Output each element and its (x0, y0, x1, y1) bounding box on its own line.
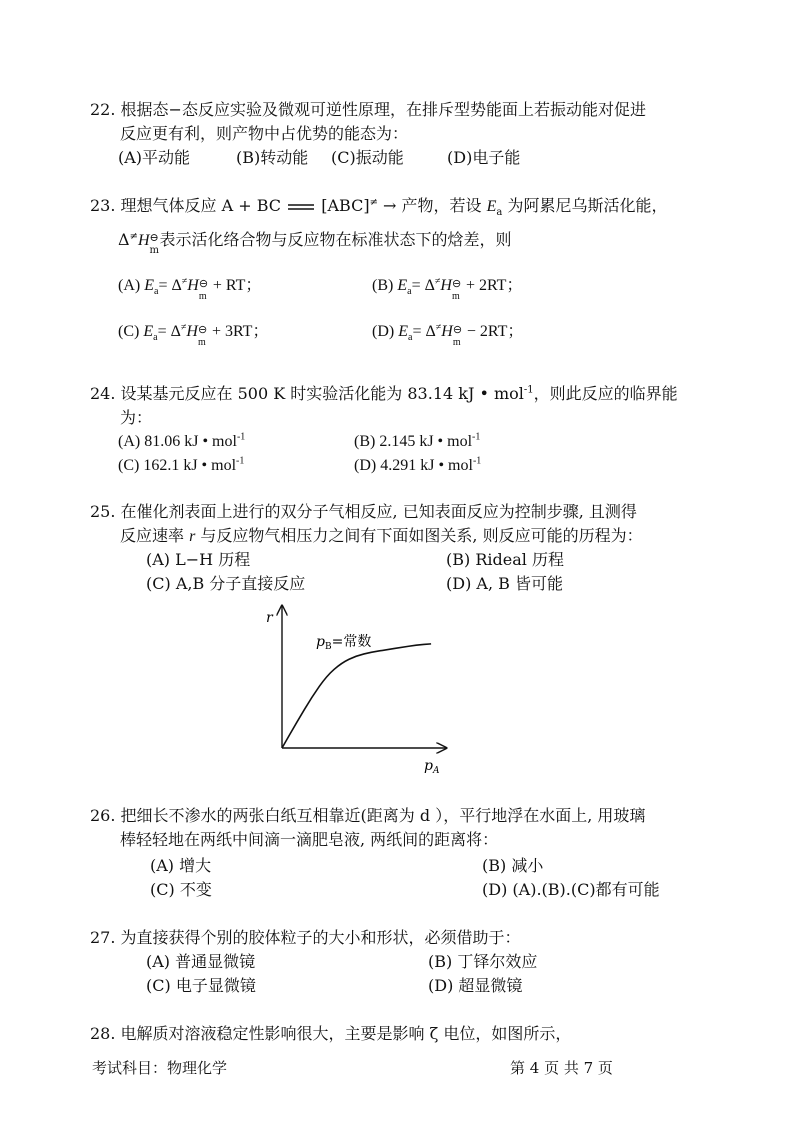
q24-option-c-text: (C) 162.1 kJ • mol (118, 457, 237, 474)
q23-option-c-label: (C) (118, 323, 144, 340)
q26-option-d: (D) (A).(B).(C)都有可能 (482, 880, 660, 899)
q22-stem-line1: 22. 根据态−态反应实验及微观可逆性原理，在排斥型势能面上若振动能对促进 (90, 100, 646, 119)
q23-option-c: (C) $E_a= \Delta^\ne H$ ⊖ m + 3RT； (118, 322, 269, 348)
q23-option-a-tail: + RT； (208, 277, 262, 294)
q23-stem-mid: → 产物，若设 (377, 196, 487, 215)
q25-option-d: (D) A, B 皆可能 (446, 574, 563, 593)
q24-option-d-sup: -1 (472, 455, 482, 467)
q24-option-d (354, 456, 481, 476)
q24-option-d-text: (D) 4.291 kJ • mol (354, 457, 473, 474)
q23-option-d-tail: − 2RT； (462, 323, 524, 340)
y-axis-label: r (266, 610, 273, 626)
q23-stem-ea: 为阿累尼乌斯活化能， (507, 196, 668, 215)
q22-option-b: (B)转动能 (236, 148, 309, 167)
q23-option-b: (B) $E_a= \Delta^\ne H$ ⊖ m + 2RT； (372, 276, 523, 302)
q26-stem-line1: 26. 把细长不渗水的两张白纸互相靠近(距离为 d ），平行地浮在水面上, 用玻璃 (90, 806, 646, 825)
q24-option-b-text: (B) 2.145 kJ • mol (354, 433, 473, 450)
q25-stem-r: r (189, 528, 196, 545)
q25-stem-line2-a: 反应速率 (120, 526, 190, 545)
q28-stem-line1: 28. 电解质对溶液稳定性影响很大，主要是影响 ζ 电位，如图所示， (90, 1024, 572, 1043)
q25-stem-line1: 25. 在催化剂表面上进行的双分子气相反应, 已知表面反应为控制步骤, 且测得 (90, 502, 637, 521)
q26-option-a: (A) 增大 (150, 856, 212, 875)
q23-option-d: (D) $E_a= \Delta^\ne H$ ⊖ m − 2RT； (372, 322, 524, 348)
q22-option-a: (A)平动能 (118, 148, 191, 167)
q23-stem-line1: 23. 理想气体反应 A + BC [ABC]≠ → 产物，若设 $E_a$ 为阿累尼乌斯活化能， (90, 196, 668, 219)
data-series-line (282, 644, 431, 748)
q24-option-a (118, 432, 245, 452)
q27-stem-line1: 27. 为直接获得个别的胶体粒子的大小和形状，必须借助于： (90, 928, 521, 947)
footer-page-number: 第 4 页 共 7 页 (510, 1059, 613, 1077)
q25-rate-pressure-chart (256, 600, 456, 778)
q24-option-a-sup: -1 (236, 431, 246, 443)
q24-stem-text: 24. 设某基元反应在 500 K 时实验活化能为 83.14 kJ • mol (90, 384, 524, 403)
q22-stem-line2: 反应更有利，则产物中占优势的能态为： (120, 124, 409, 143)
q26-option-c: (C) 不变 (150, 880, 212, 899)
q25-stem-line2-b: 与反应物气相压力之间有下面如图关系, 则反应可能的历程为： (195, 526, 643, 545)
q23-stem-line2: Δ≠H ⊖ m 表示活化络合物与反应物在标准状态下的焓差，则 (118, 230, 512, 256)
q24-option-b-sup: -1 (472, 431, 481, 443)
q27-option-c: (C) 电子显微镜 (146, 976, 256, 995)
q25-option-b: (B) Rideal 历程 (446, 550, 564, 569)
q23-option-a-label: (A) (118, 277, 145, 294)
q23-option-d-label: (D) (372, 323, 399, 340)
q22-option-c: (C)振动能 (331, 148, 404, 167)
q27-option-a: (A) 普通显微镜 (146, 952, 256, 971)
q23-stem-line2-tail: 表示活化络合物与反应物在标准状态下的焓差，则 (159, 230, 512, 249)
q24-option-c (118, 456, 244, 476)
q24-option-c-sup: -1 (236, 455, 245, 467)
q24-stem-line2: 为： (120, 408, 153, 427)
q24-stem-sup: -1 (523, 384, 534, 396)
q26-option-b: (B) 减小 (482, 856, 544, 875)
q27-option-b: (B) 丁铎尔效应 (428, 952, 538, 971)
q25-option-a: (A) L−H 历程 (146, 550, 251, 569)
x-axis-label: $p_A$ (424, 758, 440, 776)
q23-option-c-tail: + 3RT； (207, 323, 269, 340)
q23-option-a: (A) $E_a= \Delta^\ne H$ ⊖ m + RT； (118, 276, 262, 302)
q23-option-b-tail: + 2RT； (461, 277, 523, 294)
q23-complex: [ABC] (316, 196, 370, 215)
q22-option-d: (D)电子能 (447, 148, 521, 167)
q24-stem-line1 (90, 384, 678, 404)
equilibrium-arrow-icon (286, 202, 316, 212)
q25-option-c: (C) A,B 分子直接反应 (146, 574, 306, 593)
q23-stem-start: 23. 理想气体反应 A + BC (90, 196, 287, 215)
q24-option-b (354, 432, 480, 452)
q26-stem-line2: 棒轻轻地在两纸中间滴一滴肥皂液, 两纸间的距离将： (120, 830, 499, 849)
chart-annotation: $p_B=$常数 (316, 634, 372, 652)
q24-option-a-text: (A) 81.06 kJ • mol (118, 433, 237, 450)
q25-stem-line2 (120, 526, 643, 547)
footer-subject: 考试科目：物理化学 (92, 1059, 228, 1077)
q24-stem-tail: ，则此反应的临界能 (533, 384, 678, 403)
q23-option-b-label: (B) (372, 277, 398, 294)
q27-option-d: (D) 超显微镜 (428, 976, 523, 995)
